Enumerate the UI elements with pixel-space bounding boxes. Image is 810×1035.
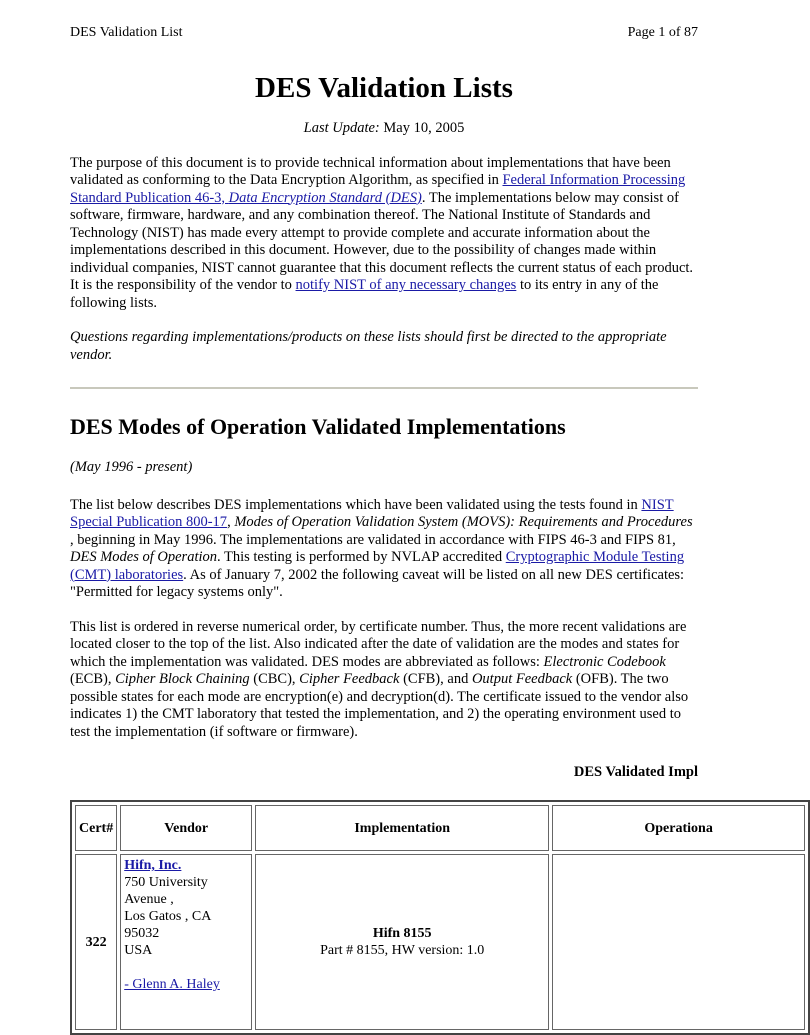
table-caption: DES Validated Impl [573, 764, 698, 780]
vendor-address-line: 750 University [124, 875, 208, 890]
section-date-range: (May 1996 - present) [70, 459, 193, 475]
operational-cell [552, 854, 805, 1030]
header-operational: Operationa [552, 805, 805, 851]
s2-ecb: Electronic Codebook [543, 653, 666, 670]
last-update [70, 120, 698, 138]
intro-paragraph [70, 155, 698, 313]
notify-nist-link[interactable]: notify NIST of any necessary changes [295, 277, 517, 293]
s1-text-5: . As of January 7, 2002 the following caveat will be listed on all new DES certificates: "Permitted for legacy systems only". [70, 566, 685, 600]
last-update-value: May 10, 2005 [383, 120, 465, 136]
page-title: DES Validation Lists [255, 72, 513, 104]
validation-table [70, 800, 810, 1035]
s2-text-1: This list is ordered in reverse numerical order, by certificate number. Thus, the more recent validations are located closer to the top of the list. Also indicated after the date of validation are the modes and states for which the implementation was validated. DES modes are abbreviated as follows: [70, 618, 687, 670]
page-header-title: DES Validation List [70, 25, 183, 40]
last-update-label: Last Update: [303, 120, 380, 136]
fips-link-des-text: Data Encryption Standard (DES) [228, 189, 422, 206]
vendor-cell [120, 854, 252, 1030]
section-heading: DES Modes of Operation Validated Implementations [70, 414, 566, 439]
section-divider [70, 387, 698, 389]
table-row [75, 854, 805, 1030]
intro-text-3: to its entry in any of the following lists. [70, 277, 659, 311]
s2-ofb: Output Feedback [471, 671, 573, 687]
cert-number: 322 [75, 854, 117, 1030]
vendor-address-line: Los Gatos , CA [124, 909, 212, 924]
fips-link-text: Federal Information Processing Standard Publication 46-3, [70, 172, 686, 206]
header-implementation: Implementation [255, 805, 549, 851]
section-paragraph-1 [70, 497, 698, 602]
header-vendor: Vendor [120, 805, 252, 851]
s2-cfb: Cipher Feedback [299, 671, 400, 687]
s1-movs-title: Modes of Operation Validation System (MOVS): Requirements and Procedures [234, 514, 693, 530]
vendor-address-line: Avenue , [124, 892, 174, 907]
vendor-address-line: USA [124, 943, 153, 958]
section-paragraph-2 [70, 619, 698, 742]
vendor-address-line: 95032 [124, 926, 160, 941]
s1-text-3: , beginning in May 1996. The implementations are validated in accordance with FIPS 46-3 and FIPS 81, [70, 531, 676, 548]
s2-cbc: Cipher Block Chaining [115, 671, 250, 687]
implementation-name: Hifn 8155 [372, 926, 432, 941]
intro-text-1: The purpose of this document is to provide technical information about implementations that have been validated as conforming to the Data Encryption Algorithm, as specified in [70, 154, 671, 188]
page-number: Page 1 of 87 [627, 25, 698, 40]
sp-800-17-link[interactable]: NIST Special Publication 800-17 [70, 496, 674, 530]
validation-table-viewport [70, 800, 713, 1024]
s1-text-1: The list below describes DES implementations which have been validated using the tests found in [70, 496, 642, 513]
implementation-detail: Part # 8155, HW version: 1.0 [320, 943, 485, 958]
implementation-cell [255, 854, 549, 1030]
table-header-row [75, 805, 805, 851]
s2-text-4: (CFB), and [399, 671, 472, 687]
s2-text-5: (OFB). The two possible states for each mode are encryption(e) and decryption(d). The certificate issued to the vendor also indicates 1) the CMT laboratory that tested the implementation, and 2) the operating environment used to test the implementation (if software or firmware). [70, 671, 689, 740]
s1-des-modes: DES Modes of Operation [70, 549, 217, 565]
vendor-contact-link[interactable]: - Glenn A. Haley [124, 977, 220, 992]
s1-text-4: . This testing is performed by NVLAP accredited [217, 549, 506, 565]
vendor-link[interactable]: Hifn, Inc. [124, 858, 182, 873]
cmt-labs-link[interactable]: Cryptographic Module Testing (CMT) laboratories [70, 549, 685, 583]
intro-text-2: . The implementations below may consist of software, firmware, hardware, and any combination thereof. The National Institute of Standards and Technology (NIST) has made every attempt to provide complete and accurate information about the implementations described in this document. However, due to the possibility of changes made within individual companies, NIST cannot guarantee that this document reflects the current status of each product. It is the responsibility of the vendor to [70, 189, 694, 293]
s1-text-2: , [227, 514, 235, 530]
header-cert: Cert# [75, 805, 117, 851]
s2-text-3: (CBC), [249, 671, 300, 687]
s2-text-2: (ECB), [70, 671, 116, 687]
questions-note: Questions regarding implementations/products on these lists should first be directed to the appropriate vendor. [70, 329, 667, 363]
document-body [70, 70, 698, 782]
